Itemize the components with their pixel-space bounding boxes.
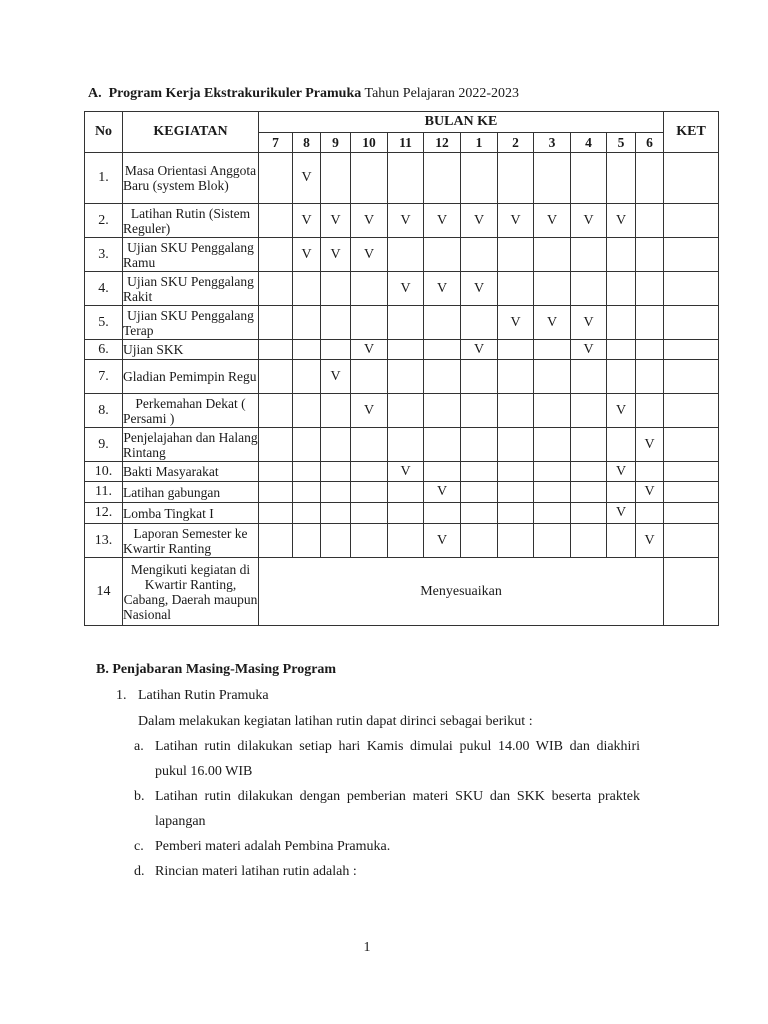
subitem-b bbox=[134, 784, 640, 834]
month-cell bbox=[498, 238, 534, 272]
row-activity: Mengikuti kegiatan di Kwartir Ranting, Cabang, Daerah maupun Nasional bbox=[123, 558, 259, 626]
subitem-letter: a. bbox=[134, 739, 144, 754]
month-cell bbox=[571, 462, 607, 482]
header-ket: KET bbox=[664, 112, 719, 153]
month-cell bbox=[571, 153, 607, 204]
item-1-intro: Dalam melakukan kegiatan latihan rutin dapat dirinci sebagai berikut : bbox=[138, 714, 533, 729]
month-cell bbox=[534, 428, 571, 462]
row-number: 8. bbox=[85, 394, 123, 428]
header-kegiatan: KEGIATAN bbox=[123, 112, 259, 153]
month-cell: V bbox=[424, 204, 461, 238]
month-cell: V bbox=[321, 204, 351, 238]
page-number: 1 bbox=[363, 940, 371, 955]
subitem-a bbox=[134, 734, 640, 784]
month-cell bbox=[321, 340, 351, 360]
month-cell bbox=[388, 482, 424, 503]
subitem-text: Latihan rutin dilakukan dengan pemberian materi SKU dan SKK beserta praktek lapangan bbox=[155, 789, 640, 829]
month-cell bbox=[461, 306, 498, 340]
month-cell bbox=[388, 394, 424, 428]
month-cell bbox=[321, 503, 351, 524]
month-cell bbox=[607, 306, 636, 340]
month-cell bbox=[534, 238, 571, 272]
month-cell: V bbox=[571, 340, 607, 360]
table-row bbox=[85, 428, 719, 462]
month-cell bbox=[534, 153, 571, 204]
month-cell bbox=[388, 306, 424, 340]
ket-cell bbox=[664, 340, 719, 360]
table-row bbox=[85, 340, 719, 360]
month-cell bbox=[293, 340, 321, 360]
month-cell bbox=[259, 204, 293, 238]
row-activity: Latihan Rutin (Sistem Reguler) bbox=[123, 204, 259, 238]
month-cell: V bbox=[461, 340, 498, 360]
row-activity: Lomba Tingkat I bbox=[123, 503, 259, 524]
month-cell bbox=[388, 153, 424, 204]
ket-cell bbox=[664, 272, 719, 306]
header-month: 3 bbox=[534, 133, 571, 153]
month-cell bbox=[321, 394, 351, 428]
item-1-number: 1. bbox=[116, 688, 127, 703]
table-row bbox=[85, 462, 719, 482]
month-cell bbox=[321, 482, 351, 503]
ket-cell bbox=[664, 238, 719, 272]
month-cell bbox=[293, 394, 321, 428]
month-cell bbox=[388, 340, 424, 360]
row-number: 7. bbox=[85, 360, 123, 394]
row-activity: Masa Orientasi Anggota Baru (system Blok) bbox=[123, 153, 259, 204]
row-activity: Latihan gabungan bbox=[123, 482, 259, 503]
month-cell bbox=[293, 428, 321, 462]
row-number: 11. bbox=[85, 482, 123, 503]
row-number: 10. bbox=[85, 462, 123, 482]
row-number: 13. bbox=[85, 524, 123, 558]
header-month: 12 bbox=[424, 133, 461, 153]
month-cell: V bbox=[571, 306, 607, 340]
month-cell bbox=[461, 153, 498, 204]
month-cell bbox=[571, 360, 607, 394]
program-table bbox=[84, 111, 719, 626]
month-cell: V bbox=[424, 482, 461, 503]
month-cell bbox=[461, 428, 498, 462]
month-cell: V bbox=[607, 462, 636, 482]
month-cell: V bbox=[534, 204, 571, 238]
month-cell: V bbox=[388, 462, 424, 482]
header-month: 2 bbox=[498, 133, 534, 153]
month-cell: V bbox=[636, 482, 664, 503]
section-b-title: B. Penjabaran Masing-Masing Program bbox=[96, 662, 337, 677]
header-month: 5 bbox=[607, 133, 636, 153]
month-cell bbox=[534, 524, 571, 558]
month-cell bbox=[571, 524, 607, 558]
month-cell bbox=[351, 503, 388, 524]
month-cell bbox=[607, 272, 636, 306]
month-cell bbox=[388, 503, 424, 524]
row-number: 1. bbox=[85, 153, 123, 204]
month-cell: V bbox=[461, 204, 498, 238]
month-cell bbox=[321, 306, 351, 340]
ket-cell bbox=[664, 153, 719, 204]
month-cell bbox=[534, 272, 571, 306]
row-number: 9. bbox=[85, 428, 123, 462]
ket-cell bbox=[664, 503, 719, 524]
month-cell bbox=[388, 524, 424, 558]
subitem-text: Pemberi materi adalah Pembina Pramuka. bbox=[155, 839, 391, 854]
month-cell bbox=[534, 340, 571, 360]
month-cell bbox=[351, 306, 388, 340]
month-cell bbox=[571, 428, 607, 462]
table-row bbox=[85, 153, 719, 204]
month-cell bbox=[534, 462, 571, 482]
table-row bbox=[85, 360, 719, 394]
month-cell: V bbox=[461, 272, 498, 306]
ket-cell bbox=[664, 360, 719, 394]
month-cell: V bbox=[636, 428, 664, 462]
section-a-title-rest: Tahun Pelajaran 2022-2023 bbox=[364, 86, 520, 101]
month-cell bbox=[498, 272, 534, 306]
subitem-c bbox=[134, 834, 640, 859]
table-row bbox=[85, 306, 719, 340]
month-cell bbox=[498, 503, 534, 524]
month-cell bbox=[351, 272, 388, 306]
header-month: 4 bbox=[571, 133, 607, 153]
month-cell bbox=[498, 428, 534, 462]
month-cell bbox=[259, 462, 293, 482]
table-row bbox=[85, 558, 719, 626]
month-cell bbox=[293, 524, 321, 558]
month-cell bbox=[293, 306, 321, 340]
month-cell bbox=[636, 503, 664, 524]
month-cell bbox=[571, 394, 607, 428]
month-cell bbox=[424, 462, 461, 482]
header-no: No bbox=[85, 112, 123, 153]
header-month: 10 bbox=[351, 133, 388, 153]
row-number: 12. bbox=[85, 503, 123, 524]
month-cell bbox=[259, 272, 293, 306]
row-activity: Perkemahan Dekat ( Persami ) bbox=[123, 394, 259, 428]
month-cell: V bbox=[388, 204, 424, 238]
month-cell bbox=[607, 238, 636, 272]
month-cell bbox=[607, 360, 636, 394]
row-activity: Ujian SKU Penggalang Ramu bbox=[123, 238, 259, 272]
row-activity: Ujian SKU Penggalang Rakit bbox=[123, 272, 259, 306]
month-cell bbox=[424, 360, 461, 394]
month-cell: V bbox=[293, 204, 321, 238]
section-a-title-bold: Program Kerja Ekstrakurikuler Pramuka bbox=[108, 86, 362, 101]
ket-cell bbox=[664, 394, 719, 428]
month-cell bbox=[498, 394, 534, 428]
month-cell: V bbox=[498, 204, 534, 238]
ket-cell bbox=[664, 482, 719, 503]
table-row bbox=[85, 272, 719, 306]
month-cell bbox=[461, 524, 498, 558]
month-cell bbox=[321, 462, 351, 482]
month-cell bbox=[424, 340, 461, 360]
month-cell bbox=[534, 394, 571, 428]
month-cell: V bbox=[293, 153, 321, 204]
month-cell bbox=[321, 524, 351, 558]
subitem-text: Latihan rutin dilakukan setiap hari Kamis dimulai pukul 14.00 WIB dan diakhiri pukul 16.00 WIB bbox=[155, 739, 640, 779]
table-row bbox=[85, 238, 719, 272]
month-cell bbox=[293, 503, 321, 524]
month-cell: V bbox=[388, 272, 424, 306]
month-cell bbox=[293, 360, 321, 394]
month-cell bbox=[259, 238, 293, 272]
month-cell bbox=[461, 482, 498, 503]
subitem-d bbox=[134, 859, 640, 884]
month-cell bbox=[321, 153, 351, 204]
ket-cell bbox=[664, 428, 719, 462]
month-cell bbox=[571, 238, 607, 272]
subitem-letter: c. bbox=[134, 839, 144, 854]
month-cell bbox=[351, 360, 388, 394]
ket-cell bbox=[664, 524, 719, 558]
month-cell bbox=[636, 204, 664, 238]
month-cell bbox=[424, 503, 461, 524]
row-activity: Ujian SKK bbox=[123, 340, 259, 360]
month-cell bbox=[607, 524, 636, 558]
month-cell bbox=[321, 428, 351, 462]
month-cell bbox=[259, 394, 293, 428]
month-cell bbox=[259, 503, 293, 524]
subitem-text: Rincian materi latihan rutin adalah : bbox=[155, 864, 357, 879]
row-activity: Laporan Semester ke Kwartir Ranting bbox=[123, 524, 259, 558]
month-cell bbox=[498, 153, 534, 204]
month-cell bbox=[259, 482, 293, 503]
month-cell bbox=[424, 306, 461, 340]
row-activity: Bakti Masyarakat bbox=[123, 462, 259, 482]
month-cell bbox=[607, 153, 636, 204]
month-cell bbox=[259, 360, 293, 394]
month-cell: V bbox=[321, 360, 351, 394]
month-cell: V bbox=[293, 238, 321, 272]
month-cell bbox=[259, 340, 293, 360]
table-row bbox=[85, 524, 719, 558]
month-cell bbox=[424, 238, 461, 272]
month-cell bbox=[388, 360, 424, 394]
month-cell bbox=[571, 503, 607, 524]
month-cell bbox=[607, 482, 636, 503]
month-cell: V bbox=[424, 524, 461, 558]
month-cell: V bbox=[534, 306, 571, 340]
month-cell bbox=[461, 462, 498, 482]
row-number: 14 bbox=[85, 558, 123, 626]
row-number: 5. bbox=[85, 306, 123, 340]
row-number: 2. bbox=[85, 204, 123, 238]
ket-cell bbox=[664, 558, 719, 626]
header-month: 7 bbox=[259, 133, 293, 153]
header-month: 8 bbox=[293, 133, 321, 153]
month-cell bbox=[293, 462, 321, 482]
month-cell bbox=[571, 272, 607, 306]
row-number: 3. bbox=[85, 238, 123, 272]
row-activity: Ujian SKU Penggalang Terap bbox=[123, 306, 259, 340]
month-cell bbox=[293, 272, 321, 306]
table-row bbox=[85, 503, 719, 524]
month-cell bbox=[424, 153, 461, 204]
month-cell bbox=[424, 394, 461, 428]
month-cell bbox=[259, 428, 293, 462]
item-1-title: Latihan Rutin Pramuka bbox=[138, 688, 269, 703]
month-cell bbox=[498, 482, 534, 503]
month-cell bbox=[351, 153, 388, 204]
month-cell bbox=[607, 428, 636, 462]
month-cell: V bbox=[351, 340, 388, 360]
month-cell bbox=[293, 482, 321, 503]
month-cell bbox=[461, 360, 498, 394]
month-cell bbox=[424, 428, 461, 462]
month-cell bbox=[351, 462, 388, 482]
month-cell: V bbox=[321, 238, 351, 272]
month-cell bbox=[607, 340, 636, 360]
month-cell bbox=[461, 394, 498, 428]
ket-cell bbox=[664, 462, 719, 482]
item-1-heading bbox=[116, 688, 269, 704]
month-cell: V bbox=[424, 272, 461, 306]
month-cell: V bbox=[571, 204, 607, 238]
row-number: 6. bbox=[85, 340, 123, 360]
month-cell bbox=[498, 360, 534, 394]
month-cell bbox=[461, 503, 498, 524]
month-cell: V bbox=[351, 238, 388, 272]
row-activity: Gladian Pemimpin Regu bbox=[123, 360, 259, 394]
row-number: 4. bbox=[85, 272, 123, 306]
section-a-label: A. bbox=[88, 86, 102, 101]
section-a-title bbox=[88, 86, 519, 102]
month-cell bbox=[321, 272, 351, 306]
month-cell: V bbox=[636, 524, 664, 558]
month-cell bbox=[534, 482, 571, 503]
ket-cell bbox=[664, 204, 719, 238]
row-activity: Penjelajahan dan Halang Rintang bbox=[123, 429, 258, 460]
header-month: 1 bbox=[461, 133, 498, 153]
month-cell bbox=[636, 306, 664, 340]
month-cell bbox=[259, 524, 293, 558]
month-cell: V bbox=[351, 204, 388, 238]
month-cell: V bbox=[607, 503, 636, 524]
month-cell bbox=[498, 524, 534, 558]
month-cell bbox=[636, 394, 664, 428]
month-cell bbox=[636, 238, 664, 272]
ket-cell bbox=[664, 306, 719, 340]
month-cell: V bbox=[351, 394, 388, 428]
month-cell bbox=[388, 428, 424, 462]
header-bulan-ke: BULAN KE bbox=[259, 112, 664, 133]
month-cell bbox=[388, 238, 424, 272]
month-cell: V bbox=[607, 204, 636, 238]
header-month: 11 bbox=[388, 133, 424, 153]
month-cell bbox=[461, 238, 498, 272]
month-cell bbox=[636, 462, 664, 482]
month-cell bbox=[259, 306, 293, 340]
month-cell bbox=[636, 340, 664, 360]
month-cell bbox=[351, 524, 388, 558]
month-cell bbox=[351, 482, 388, 503]
month-cell bbox=[498, 462, 534, 482]
month-cell bbox=[498, 340, 534, 360]
month-cell bbox=[534, 360, 571, 394]
subitem-letter: d. bbox=[134, 864, 145, 879]
merged-note-cell: Menyesuaikan bbox=[259, 558, 664, 626]
header-month: 9 bbox=[321, 133, 351, 153]
month-cell bbox=[636, 360, 664, 394]
month-cell bbox=[571, 482, 607, 503]
table-row bbox=[85, 204, 719, 238]
table-row bbox=[85, 482, 719, 503]
month-cell bbox=[534, 503, 571, 524]
table-row bbox=[85, 394, 719, 428]
month-cell bbox=[259, 153, 293, 204]
month-cell bbox=[351, 428, 388, 462]
month-cell: V bbox=[607, 394, 636, 428]
month-cell bbox=[636, 272, 664, 306]
month-cell bbox=[636, 153, 664, 204]
month-cell: V bbox=[498, 306, 534, 340]
subitem-letter: b. bbox=[134, 789, 145, 804]
header-month: 6 bbox=[636, 133, 664, 153]
